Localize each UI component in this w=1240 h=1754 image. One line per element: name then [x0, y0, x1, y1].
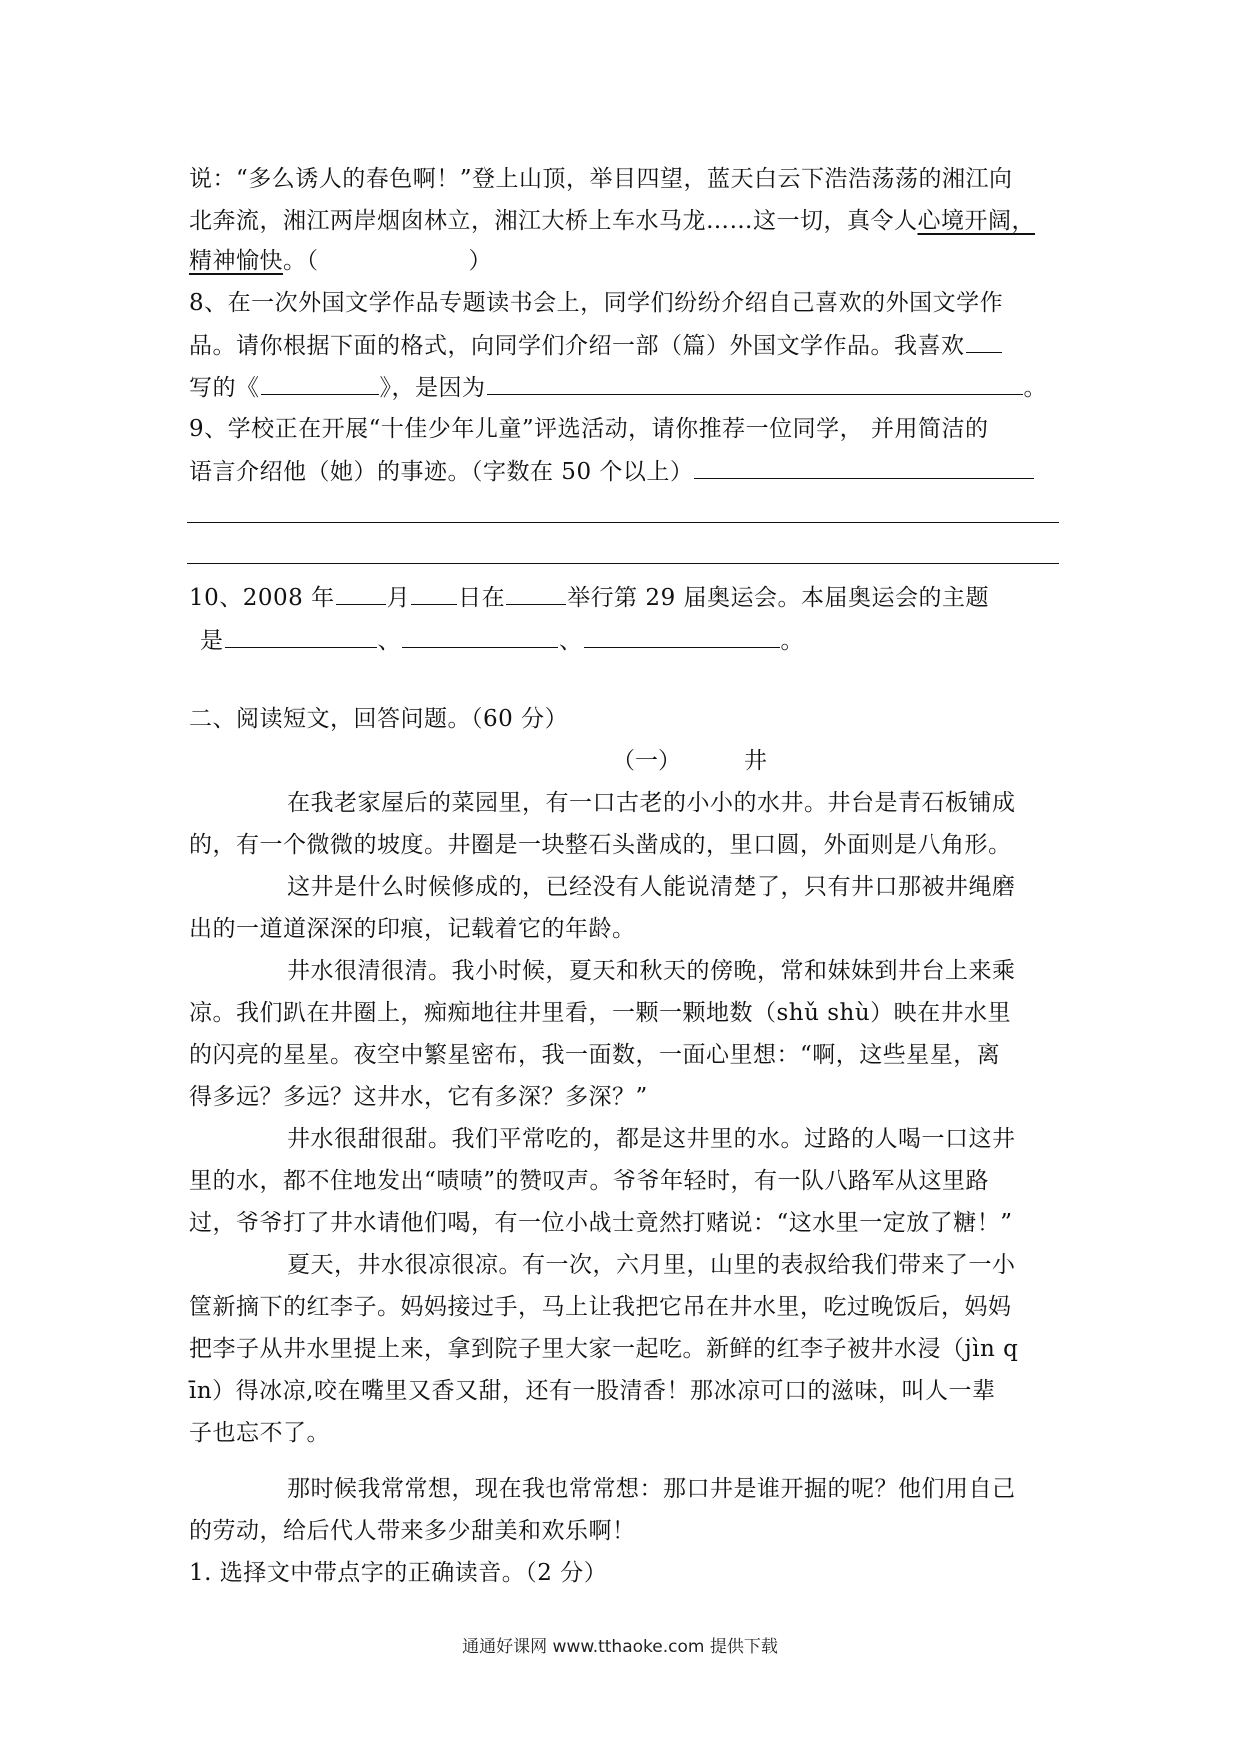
line-text: 日在 — [458, 585, 506, 611]
answer-line[interactable] — [187, 522, 1059, 523]
paragraph-line — [287, 956, 1059, 986]
line-text: 筐新摘下的红李子。妈妈接过手，马上让我把它吊在井水里，吃过晚饭后，妈妈 — [189, 1294, 1012, 1320]
paragraph-line — [189, 1166, 1059, 1196]
author-blank[interactable] — [966, 330, 1002, 353]
reason-blank[interactable] — [487, 372, 1023, 395]
line-text: 这井是什么时候修成的，已经没有人能说清楚了，只有井口那被井绳磨 — [287, 874, 1016, 900]
question-9-line — [189, 456, 1059, 487]
line-text: 写的《 — [189, 375, 260, 401]
theme-blank-1[interactable] — [225, 625, 377, 648]
paragraph-line — [189, 1418, 1059, 1448]
line-text: 8、在一次外国文学作品专题读书会上，同学们纷纷介绍自己喜欢的外国文学作 — [189, 290, 1004, 316]
paragraph-line — [189, 998, 1059, 1028]
answer-blank[interactable] — [694, 456, 1034, 479]
line-text: 》，是因为 — [379, 375, 486, 401]
line-text: 子也忘不了。 — [189, 1420, 330, 1446]
theme-blank-3[interactable] — [584, 625, 780, 648]
text-line — [189, 246, 1059, 276]
text-line — [189, 164, 1059, 194]
line-text: 过，爷爷打了井水请他们喝，有一位小战士竟然打赌说：“这水里一定放了糖！” — [189, 1210, 1013, 1236]
line-text: 是 — [200, 628, 224, 654]
line-text: 说：“多么诱人的春色啊！”登上山顶，举目四望，蓝天白云下浩浩荡荡的湘江向 — [189, 166, 1013, 192]
paragraph-line — [189, 1040, 1059, 1070]
line-text: 10、2008 年 — [189, 585, 335, 611]
line-text: 举行第 29 届奥运会。本届奥运会的主题 — [567, 585, 990, 611]
answer-line[interactable] — [187, 563, 1059, 564]
line-text: 。（ — [283, 248, 319, 274]
question-8-line — [189, 288, 1059, 318]
line-text: 凉。我们趴在井圈上，痴痴地往井里看，一颗一颗地数（shǔ shù）映在井水里 — [189, 1000, 1012, 1026]
underlined-phrase: 精神愉快 — [189, 248, 283, 274]
section-title: 二、阅读短文，回答问题。（60 分） — [189, 706, 569, 732]
line-text: 1. 选择文中带点字的正确读音。（2 分） — [189, 1560, 608, 1586]
paragraph-line — [189, 830, 1059, 860]
line-text: 品。请你根据下面的格式，向同学们介绍一部（篇）外国文学作品。我喜欢 — [189, 333, 965, 359]
paragraph-line — [189, 1292, 1059, 1322]
day-blank[interactable] — [411, 582, 457, 605]
paragraph-line — [287, 1474, 1059, 1504]
line-text: 那时候我常常想，现在我也常常想：那口井是谁开掘的呢？他们用自己 — [287, 1476, 1016, 1502]
line-text: 的劳动，给后代人带来多少甜美和欢乐啊！ — [189, 1518, 636, 1544]
line-text: 把李子从井水里提上来，拿到院子里大家一起吃。新鲜的红李子被井水浸（jìn q — [189, 1336, 1019, 1362]
question-10-line — [200, 625, 1070, 656]
line-text: 出的一道道深深的印痕，记载着它的年龄。 — [189, 916, 636, 942]
paragraph-line — [287, 872, 1059, 902]
paragraph-line — [189, 1516, 1059, 1546]
page-footer: 通通好课网 www.tthaoke.com 提供下载 — [462, 1637, 778, 1657]
line-text: īn）得冰凉,咬在嘴里又香又甜，还有一股清香！那冰凉可口的滋味，叫人一辈 — [189, 1378, 996, 1404]
theme-blank-2[interactable] — [402, 625, 558, 648]
passage-title: 井 — [744, 748, 767, 774]
question-8-line — [189, 330, 1059, 361]
line-text: 的闪亮的星星。夜空中繁星密布，我一面数，一面心里想：“啊，这些星星，离 — [189, 1042, 1001, 1068]
question-line — [189, 1558, 1059, 1588]
text-line — [189, 206, 1059, 236]
line-text: 井水很清很清。我小时候，夏天和秋天的傍晚，常和妹妹到井台上来乘 — [287, 958, 1016, 984]
line-text: 里的水，都不住地发出“啧啧”的赞叹声。爷爷年轻时，有一队八路军从这里路 — [189, 1168, 990, 1194]
question-9-line — [189, 414, 1059, 444]
line-text: 、 — [377, 628, 401, 654]
paragraph-line — [189, 914, 1059, 944]
line-text: 语言介绍他（她）的事迹。（字数在 50 个以上） — [189, 459, 694, 485]
city-blank[interactable] — [506, 582, 566, 605]
question-10-line — [189, 582, 1059, 613]
passage-number: （一） — [612, 748, 681, 774]
line-text: 9、学校正在开展“十佳少年儿童”评选活动，请你推荐一位同学， 并用简洁的 — [189, 416, 989, 442]
line-text: 在我老家屋后的菜园里，有一口古老的小小的水井。井台是青石板铺成 — [287, 790, 1016, 816]
paragraph-line — [189, 1208, 1059, 1238]
line-text: ） — [468, 248, 492, 274]
question-8-line — [189, 372, 1059, 403]
paragraph-line — [189, 1082, 1059, 1112]
paragraph-line — [287, 1124, 1059, 1154]
underlined-phrase: 心境开阔， — [917, 208, 1035, 234]
line-text: 的，有一个微微的坡度。井圈是一块整石头凿成的，里口圆，外面则是八角形。 — [189, 832, 1012, 858]
line-text: 月 — [386, 585, 411, 611]
paragraph-line — [287, 1250, 1059, 1280]
line-text: 井水很甜很甜。我们平常吃的，都是这井里的水。过路的人喝一口这井 — [287, 1126, 1016, 1152]
work-title-blank[interactable] — [261, 372, 379, 395]
line-text: 、 — [559, 628, 583, 654]
month-blank[interactable] — [336, 582, 386, 605]
line-text: 夏天，井水很凉很凉。有一次，六月里，山里的表叔给我们带来了一小 — [287, 1252, 1016, 1278]
line-text: 北奔流，湘江两岸烟囱林立，湘江大桥上车水马龙……这一切，真令人 — [189, 208, 918, 234]
line-text: 得多远？多远？这井水，它有多深？多深？” — [189, 1084, 648, 1110]
paragraph-line — [189, 1334, 1059, 1364]
paragraph-line — [189, 1376, 1059, 1406]
line-text: 。 — [780, 628, 804, 654]
paragraph-line — [287, 788, 1059, 818]
section-heading — [189, 704, 1059, 734]
line-text: 。 — [1023, 375, 1047, 401]
